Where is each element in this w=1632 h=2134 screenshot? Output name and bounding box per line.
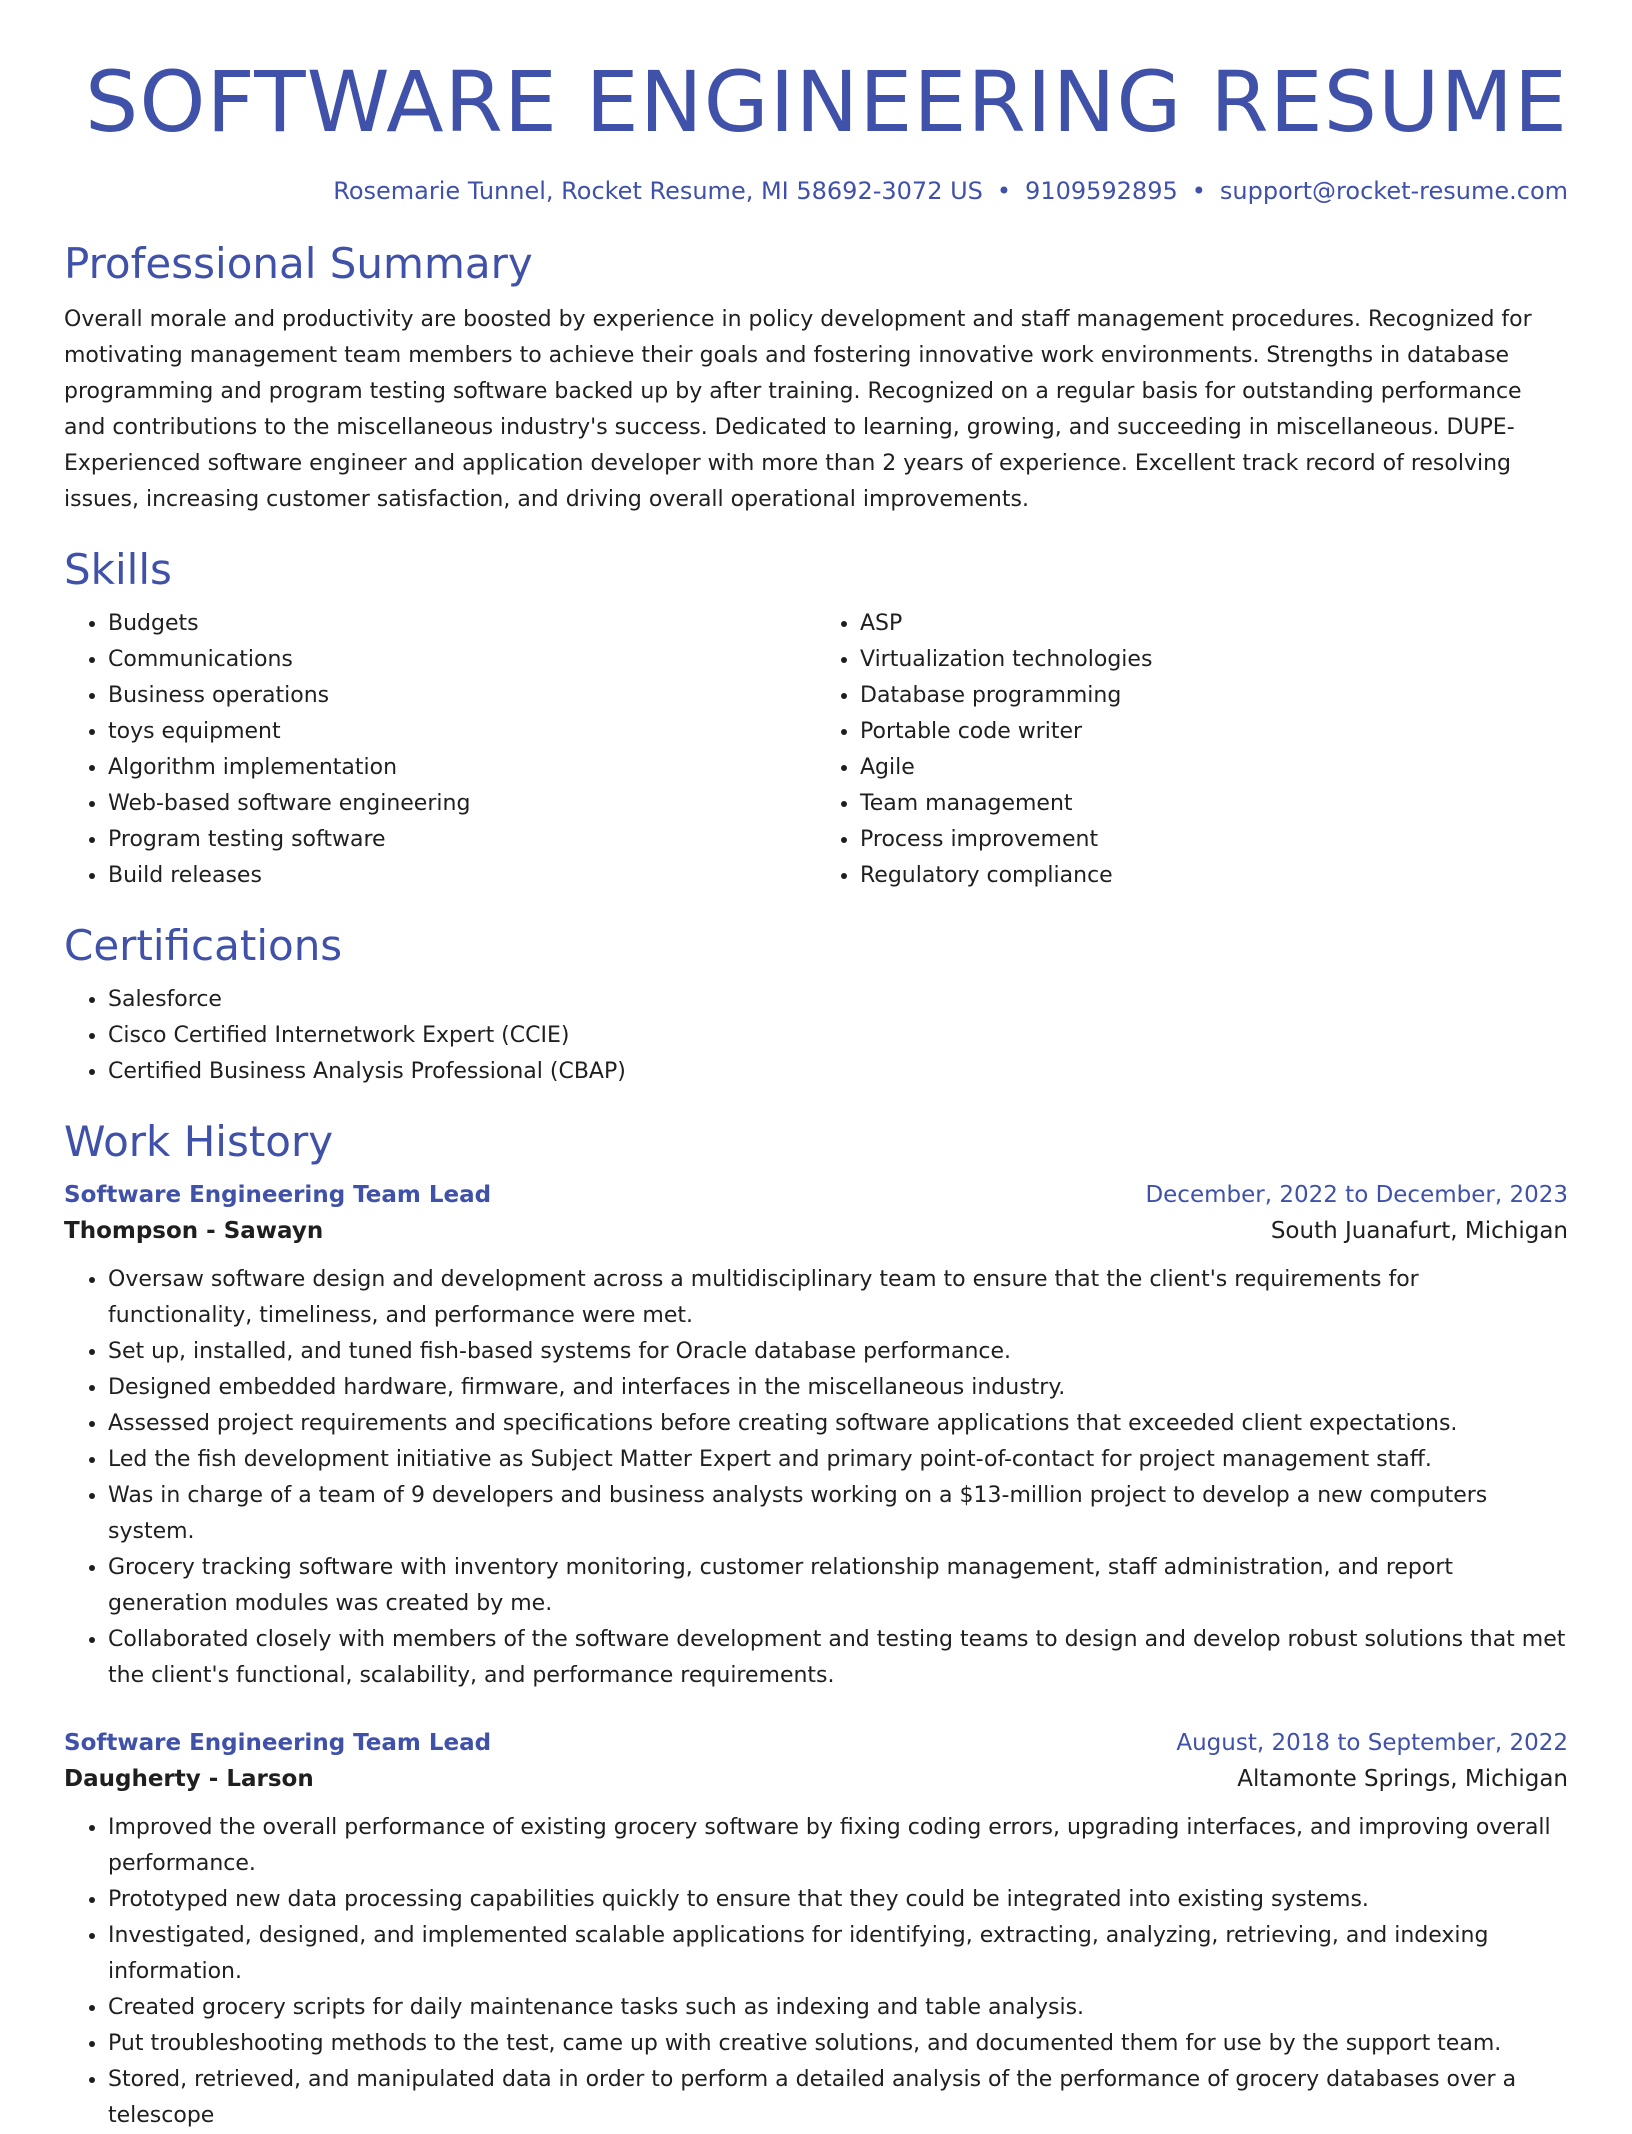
job-bullets	[64, 1810, 1568, 2134]
skill-item: • toys equipment	[108, 714, 816, 750]
summary-heading: Professional Summary	[64, 239, 533, 288]
certifications-list	[64, 982, 1568, 1090]
skill-item: • Regulatory compliance	[860, 858, 1568, 894]
job-bullet: • Investigated, designed, and implemented scalable applications for identifying, extracting, analyzing, retrieving, and indexing information.	[108, 1918, 1568, 1990]
job-bullet: • Created grocery scripts for daily maintenance tasks such as indexing and table analysis.	[108, 1990, 1568, 2026]
job-bullet: • Put troubleshooting methods to the test, came up with creative solutions, and documented them for use by the support team.	[108, 2026, 1568, 2062]
job-company-row	[64, 1212, 1568, 1250]
summary-text: Overall morale and productivity are boosted by experience in policy development and staff management procedures. Recognized for motivating management team members to achieve their goals and fostering innovative work environments. Strengths in database programming and program testing software backed up by after training. Recognized on a regular basis for outstanding performance and contributions to the miscellaneous industry's success. Dedicated to learning, growing, and succeeding in miscellaneous. DUPE- Experienced software engineer and application developer with more than 2 years of experience. Excellent track record of resolving issues, increasing customer satisfaction, and driving overall operational improvements.	[64, 307, 1532, 512]
job-bullet: • Oversaw software design and development across a multidisciplinary team to ensure that the client's requirements for functionality, timeliness, and performance were met.	[108, 1262, 1568, 1334]
job-bullet: • Assessed project requirements and specifications before creating software applications that exceeded client expectations.	[108, 1406, 1568, 1442]
contact-line	[64, 176, 1568, 206]
certification-item: • Cisco Certified Internetwork Expert (CCIE)	[108, 1018, 1568, 1054]
job-location: South Juanafurt, Michigan	[1270, 1218, 1568, 1244]
skill-item: • Build releases	[108, 858, 816, 894]
job-title: Software Engineering Team Lead	[64, 1730, 492, 1756]
job-entry	[64, 1726, 1568, 2134]
skill-item: • Budgets	[108, 606, 816, 642]
contact-separator: •	[1191, 177, 1206, 205]
job-entry	[64, 1178, 1568, 1694]
certifications-heading: Certifications	[64, 921, 343, 970]
job-bullet: • Prototyped new data processing capabilities quickly to ensure that they could be integrated into existing systems.	[108, 1882, 1568, 1918]
job-bullet: • Improved the overall performance of existing grocery software by fixing coding errors, upgrading interfaces, and improving overall performance.	[108, 1810, 1568, 1882]
contact-address: Rosemarie Tunnel, Rocket Resume, MI 58692-3072 US	[333, 177, 983, 205]
skills-heading: Skills	[64, 545, 172, 594]
job-company: Daugherty - Larson	[64, 1766, 314, 1792]
job-dates: August, 2018 to September, 2022	[1176, 1730, 1568, 1756]
certification-item: • Salesforce	[108, 982, 1568, 1018]
summary-section	[64, 238, 1568, 518]
certification-item: • Certified Business Analysis Professional (CBAP)	[108, 1054, 1568, 1090]
job-bullet: • Set up, installed, and tuned fish-based systems for Oracle database performance.	[108, 1334, 1568, 1370]
certifications-section	[64, 920, 1568, 1090]
skill-item: • Virtualization technologies	[860, 642, 1568, 678]
job-title: Software Engineering Team Lead	[64, 1182, 492, 1208]
job-header-row	[64, 1178, 1568, 1212]
skill-item: • Database programming	[860, 678, 1568, 714]
job-bullet: • Was in charge of a team of 9 developers and business analysts working on a $13-million project to develop a new computers system.	[108, 1478, 1568, 1550]
job-bullet: • Collaborated closely with members of the software development and testing teams to design and develop robust solutions that met the client's functional, scalability, and performance requirements.	[108, 1622, 1568, 1694]
job-bullets	[64, 1262, 1568, 1694]
job-bullet: • Designed embedded hardware, firmware, and interfaces in the miscellaneous industry.	[108, 1370, 1568, 1406]
skill-item: • ASP	[860, 606, 1568, 642]
skills-left-column	[64, 606, 816, 894]
skill-item: • Process improvement	[860, 822, 1568, 858]
job-company-row	[64, 1760, 1568, 1798]
contact-email: support@rocket-resume.com	[1219, 177, 1568, 205]
job-bullet: • Stored, retrieved, and manipulated data in order to perform a detailed analysis of the performance of grocery databases over a telescope	[108, 2062, 1568, 2134]
work-heading: Work History	[64, 1117, 334, 1166]
skill-item: • Business operations	[108, 678, 816, 714]
job-location: Altamonte Springs, Michigan	[1237, 1766, 1568, 1792]
skill-item: • Web-based software engineering	[108, 786, 816, 822]
skill-item: • Team management	[860, 786, 1568, 822]
skill-item: • Program testing software	[108, 822, 816, 858]
skill-item: • Agile	[860, 750, 1568, 786]
skills-section	[64, 544, 1568, 894]
skill-item: • Algorithm implementation	[108, 750, 816, 786]
skills-right-column	[816, 606, 1568, 894]
contact-phone: 9109592895	[1025, 177, 1178, 205]
job-bullet: • Led the fish development initiative as Subject Matter Expert and primary point-of-contact for project management staff.	[108, 1442, 1568, 1478]
job-company: Thompson - Sawayn	[64, 1218, 324, 1244]
work-jobs	[64, 1178, 1568, 2134]
job-header-row	[64, 1726, 1568, 1760]
resume-title: SOFTWARE ENGINEERING RESUME	[85, 53, 1568, 151]
skills-grid	[64, 606, 1568, 894]
job-bullet: • Grocery tracking software with inventory monitoring, customer relationship management, staff administration, and report generation modules was created by me.	[108, 1550, 1568, 1622]
skill-item: • Portable code writer	[860, 714, 1568, 750]
contact-separator: •	[996, 177, 1012, 205]
job-dates: December, 2022 to December, 2023	[1145, 1182, 1568, 1208]
skill-item: • Communications	[108, 642, 816, 678]
work-section	[64, 1116, 1568, 2134]
